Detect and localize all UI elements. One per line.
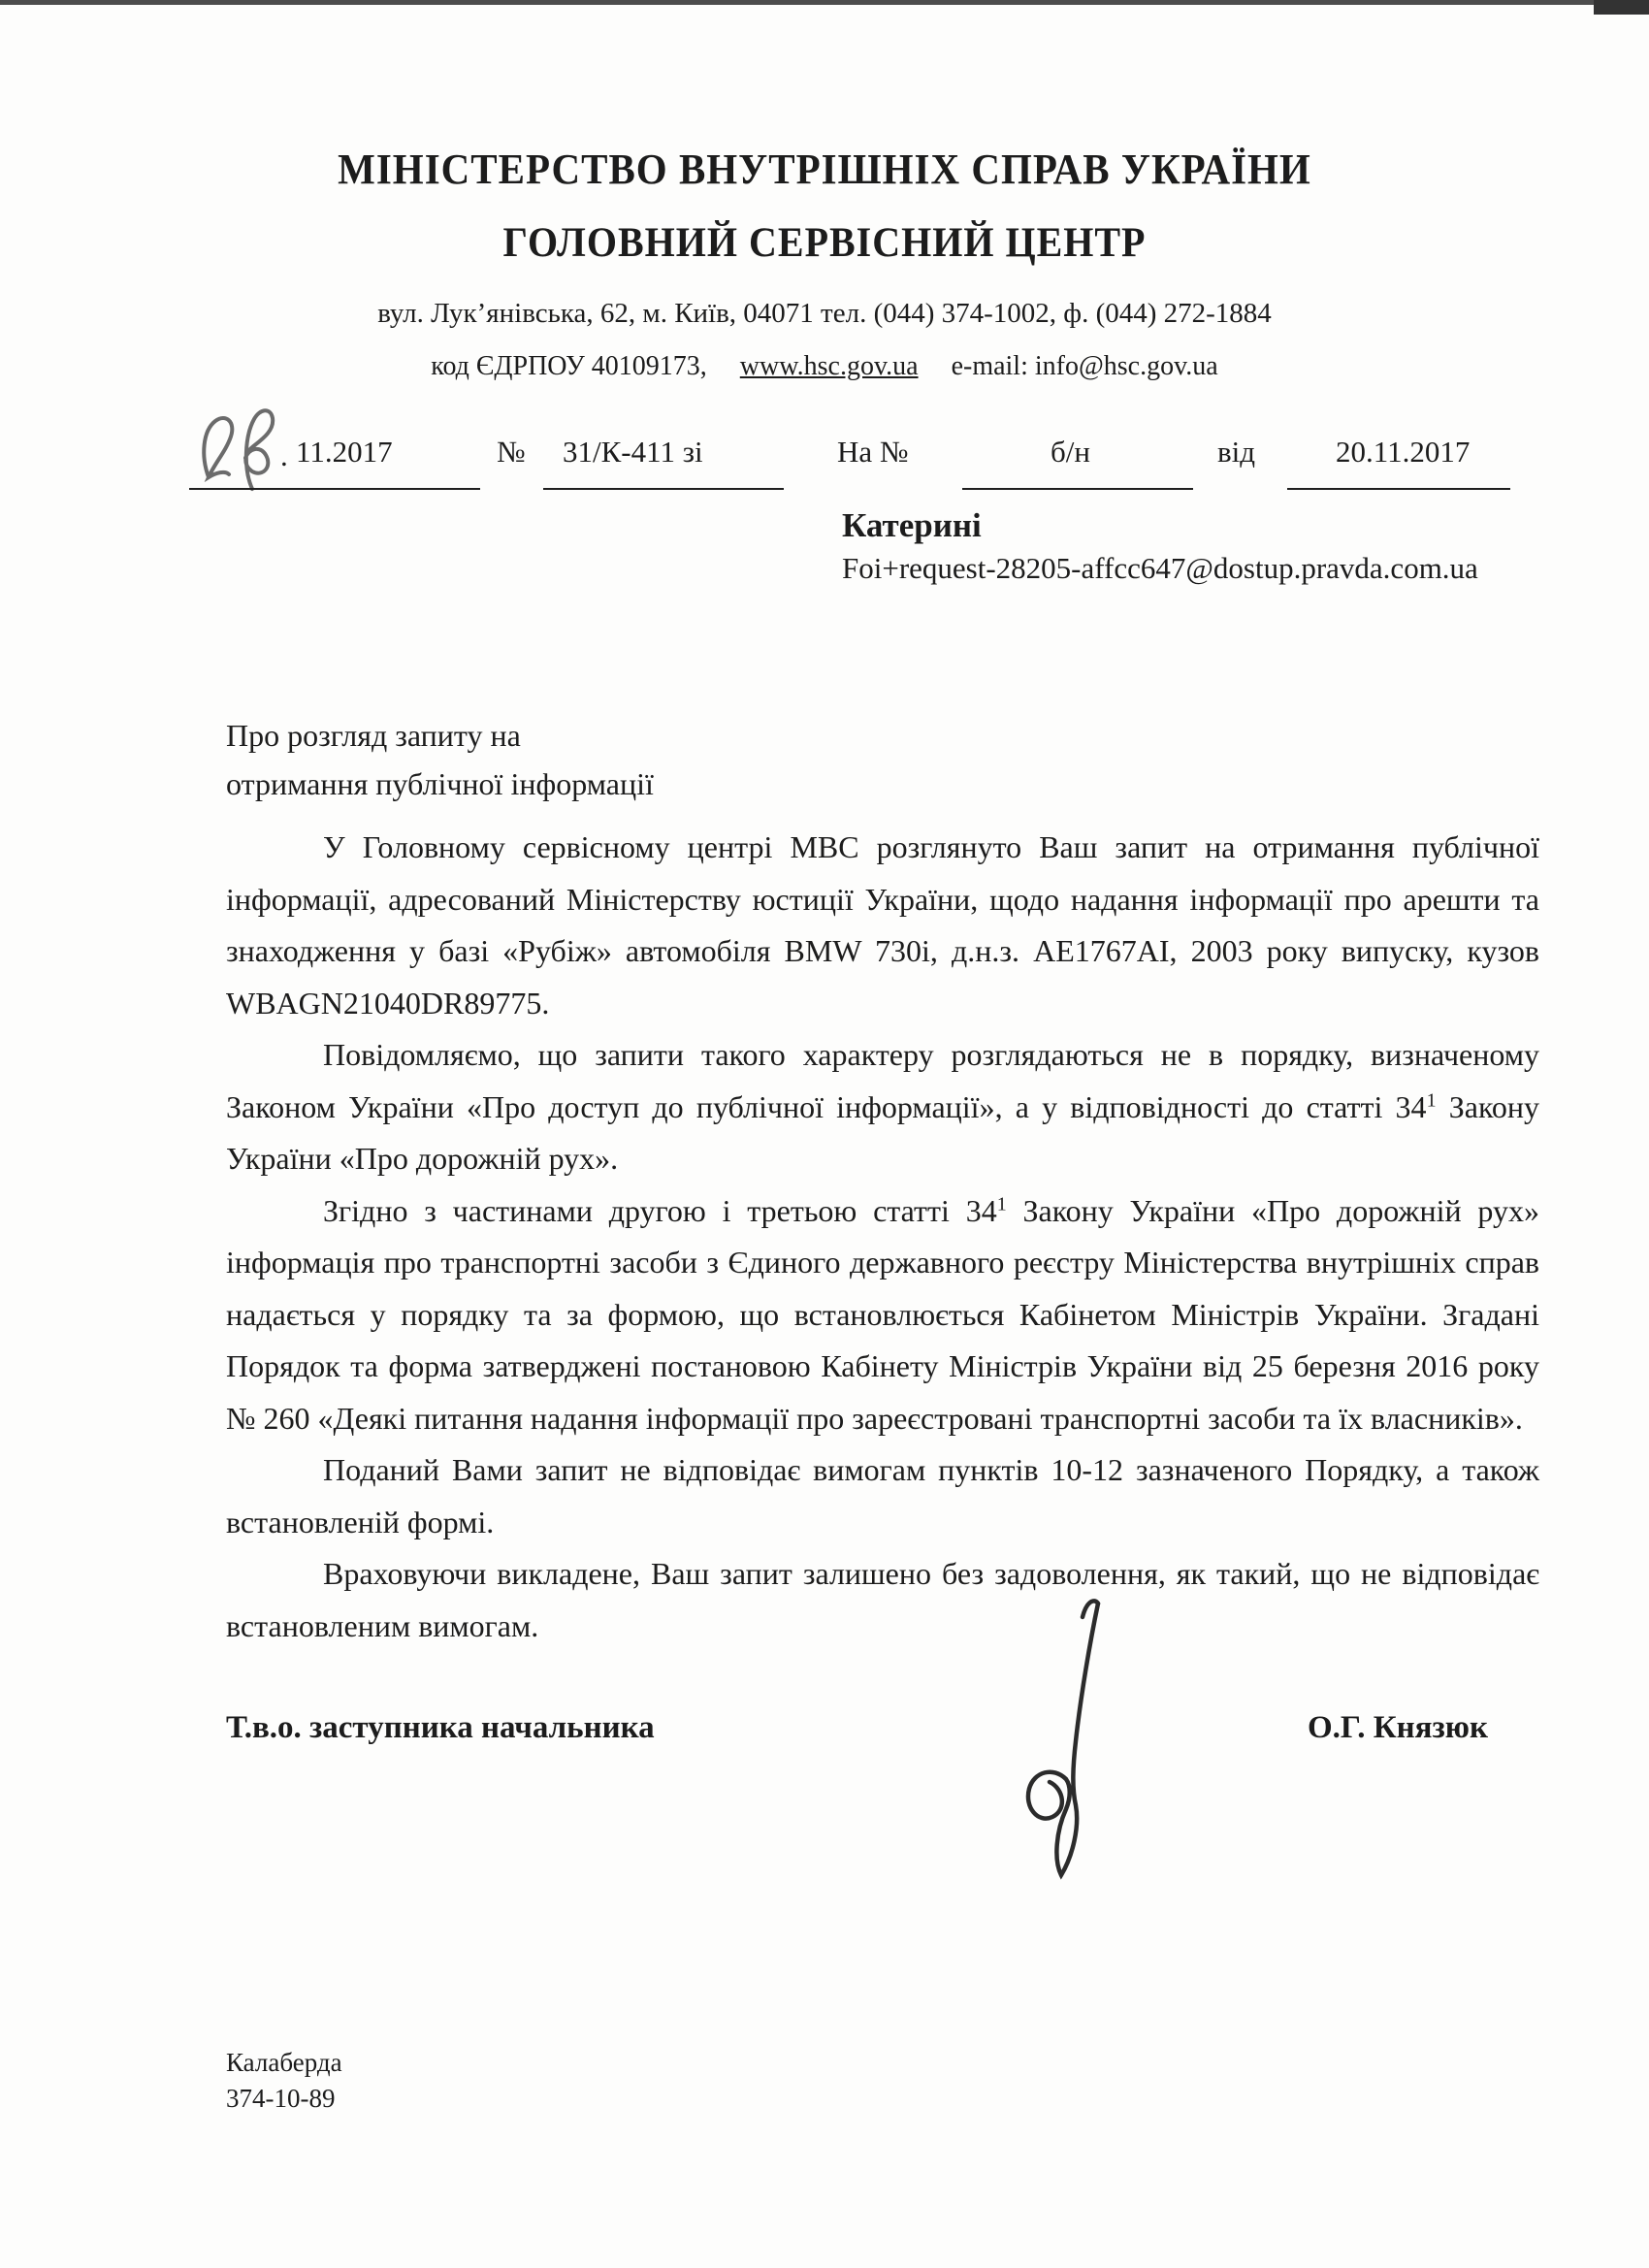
- letterhead-address: вул. Лук’янівська, 62, м. Київ, 04071 тел. (044) 374-1002, ф. (044) 272-1884: [377, 298, 1272, 329]
- paragraph-3: [226, 1185, 1539, 1445]
- paragraph-5-text: Враховуючи викладене, Ваш запит залишено без задоволення, як такий, що не відповідає встановленим вимогам.: [226, 1556, 1539, 1643]
- email-address: e-mail: info@hsc.gov.ua: [951, 351, 1218, 381]
- ref-in-reply-date-label: від: [1217, 435, 1256, 469]
- ref-underline-number: [543, 488, 784, 490]
- service-center-title: ГОЛОВНИЙ СЕРВІСНИЙ ЦЕНТР: [502, 218, 1147, 266]
- paragraph-2-text: Повідомляємо, що запити такого характеру розглядаються не в порядку, визначеному Законом України «Про доступ до публічної інформації», а у відповідності до статті 34: [226, 1037, 1539, 1124]
- executor-phone: 374-10-89: [226, 2084, 336, 2113]
- executor-footer: [226, 2045, 342, 2117]
- ref-underline-reply-number: [962, 488, 1193, 490]
- handwritten-date-day: [199, 400, 284, 497]
- ministry-title: МІНІСТЕРСТВО ВНУТРІШНІХ СПРАВ УКРАЇНИ: [338, 145, 1311, 193]
- paragraph-3-text-after: Закону України «Про дорожній рух» інформація про транспортні засоби з Єдиного державного реєстру Міністерства внутрішніх справ надається у порядку та за формою, що встановлюється Кабінетом Міністрів України. Згадані Порядок та форма затверджені постановою Кабінету Міністрів України від 25 березня 2016 року № 260 «Деякі питання надання інформації про зареєстровані транспортні засоби та їх власників».: [226, 1192, 1540, 1436]
- subject-block: [226, 711, 654, 808]
- paragraph-3-superscript: 1: [996, 1192, 1007, 1215]
- paragraph-3-text: Згідно з частинами другою і третьою статті 34: [323, 1192, 997, 1228]
- signer-position-title: Т.в.о. заступника начальника: [226, 1710, 655, 1745]
- scan-artifact-top-line: [0, 0, 1649, 5]
- paragraph-5: [226, 1548, 1539, 1652]
- signer-name: О.Г. Князюк: [1308, 1710, 1488, 1745]
- ref-date-suffix: 11.2017: [296, 435, 393, 469]
- recipient-email: Foi+request-28205-affcc647@dostup.pravda.com.ua: [842, 551, 1478, 585]
- ref-date-separator: .: [280, 438, 288, 472]
- edrpou-code: код ЄДРПОУ 40109173,: [431, 351, 707, 381]
- ref-underline-date: [189, 488, 480, 490]
- executor-name: Калаберда: [226, 2048, 342, 2077]
- paragraph-1-text: У Головному сервісному центрі МВС розглянуто Ваш запит на отримання публічної інформації, адресований Міністерству юстиції України, щодо надання інформації про арешти та знаходження у базі «Рубіж» автомобіля BMW 730i, д.н.з. АЕ1767АІ, 2003 року випуску, кузов WBAGN21040DR89775.: [226, 829, 1539, 1021]
- paragraph-2-superscript: 1: [1426, 1088, 1437, 1111]
- letterhead-contacts: [0, 351, 1649, 382]
- ref-in-reply-number: б/н: [1051, 435, 1090, 469]
- letter-body: [226, 822, 1539, 1652]
- ref-number-sign: №: [497, 435, 526, 469]
- subject-line-1: Про розгляд запиту на: [226, 718, 521, 753]
- paragraph-1: [226, 822, 1539, 1029]
- ref-outgoing-number: 31/К-411 зі: [563, 435, 703, 469]
- subject-line-2: отримання публічної інформації: [226, 766, 654, 801]
- handwritten-signature: [989, 1596, 1135, 1887]
- paragraph-4-text: Поданий Вами запит не відповідає вимогам пунктів 10-12 зазначеного Порядку, а також встановленій формі.: [226, 1452, 1539, 1539]
- ref-in-reply-date: 20.11.2017: [1336, 435, 1471, 469]
- paragraph-2: [226, 1029, 1539, 1185]
- paragraph-2-text-after: Закону України «Про дорожній рух».: [226, 1088, 1540, 1176]
- ref-underline-reply-date: [1287, 488, 1510, 490]
- website-link: www.hsc.gov.ua: [739, 351, 919, 381]
- letterhead: [0, 146, 1649, 382]
- ref-in-reply-label: На №: [837, 435, 909, 469]
- scan-artifact-corner-block: [1594, 0, 1649, 15]
- recipient-name: Катерині: [842, 506, 982, 544]
- paragraph-4: [226, 1444, 1539, 1548]
- recipient-block: [842, 506, 1478, 586]
